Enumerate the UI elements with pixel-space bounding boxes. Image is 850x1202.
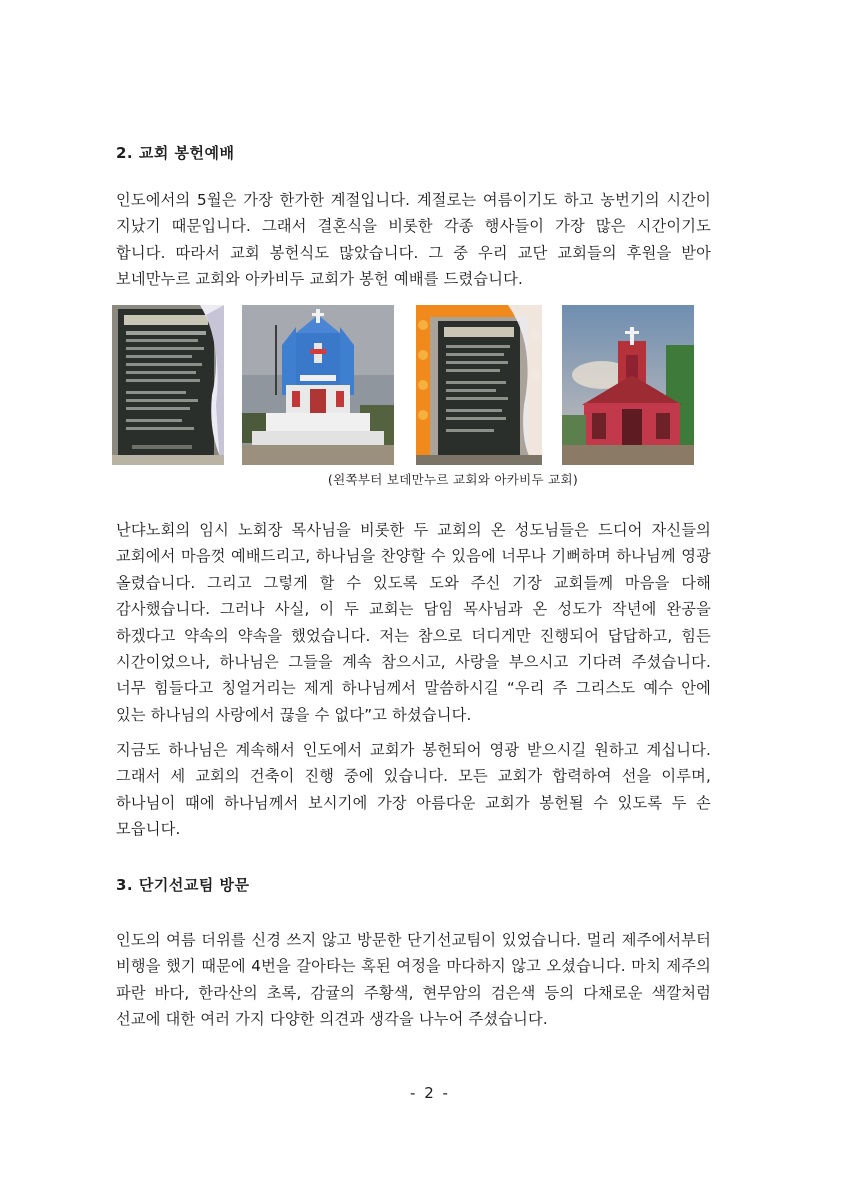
photo-church-akabidu: [562, 305, 694, 465]
section-heading-short-term-mission: 3. 단기선교팀 방문: [116, 876, 250, 894]
photo-strip: [112, 305, 694, 467]
paragraph-dedication-body-1: 난댜노회의 임시 노회장 목사님을 비롯한 두 교회의 온 성도님들은 드디어 자신들의 교회에서 마음껏 예배드리고, 하나님을 찬양할 수 있음에 너무나 기뻐하며 하나님께 영광 올렸습니다. 그리고 그렇게 할 수 있도록 도와 주신 기장 교회들께 마음을 다해 감사했습니다. 그러나 사실, 이 두 교회는 담임 목사님과 온 성도가 작년에 완공을 하겠다고 약속의 약속을 했었습니다. 저는 참으로 더디게만 진행되어 답답하고, 힘든 시간이었으나, 하나님은 그들을 계속 참으시고, 사랑을 부으시고 기다려 주셨습니다. 너무 힘들다고 칭얼거리는 제게 하나님께서 말씀하시길 “우리 주 그리스도 예수 안에 있는 하나님의 사랑에서 끊을 수 없다”고 하셨습니다.: [116, 521, 711, 724]
photo-church-bonemannur: [242, 305, 394, 465]
photo-plaque-bonemannur: [112, 305, 224, 465]
paragraph-dedication-intro: 인도에서의 5월은 가장 한가한 계절입니다. 계절로는 여름이기도 하고 농번기의 시간이 지났기 때문입니다. 그래서 결혼식을 비롯한 각종 행사들이 가장 많은 시간이기도 합니다. 따라서 교회 봉헌식도 많았습니다. 그 중 우리 교단 교회들의 후원을 받아 보네만누르 교회와 아카비두 교회가 봉헌 예배를 드렸습니다.: [116, 191, 711, 289]
photo-caption: (왼쪽부터 보데만누르 교회와 아카비두 교회): [327, 472, 579, 487]
paragraph-mission-team: 인도의 여름 더위를 신경 쓰지 않고 방문한 단기선교팀이 있었습니다. 멀리 제주에서부터 비행을 했기 때문에 4번을 갈아타는 혹된 여정을 마다하지 않고 오셨습니다. 마치 제주의 파란 바다, 한라산의 초록, 감귤의 주황색, 현무암의 검은색 등의 다채로운 색깔처럼 선교에 대한 여러 가지 다양한 의견과 생각을 나누어 주셨습니다.: [116, 931, 711, 1029]
section-heading-church-dedication: 2. 교회 봉헌예배: [116, 144, 235, 162]
page-number: - 2 -: [410, 1084, 450, 1102]
paragraph-dedication-body-2: 지금도 하나님은 계속해서 인도에서 교회가 봉헌되어 영광 받으시길 원하고 계십니다. 그래서 세 교회의 건축이 진행 중에 있습니다. 모든 교회가 합력하여 선을 이루며, 하나님이 때에 하나님께서 보시기에 가장 아름다운 교회가 봉헌될 수 있도록 두 손 모읍니다.: [116, 741, 711, 839]
photo-plaque-akabidu: [416, 305, 542, 465]
